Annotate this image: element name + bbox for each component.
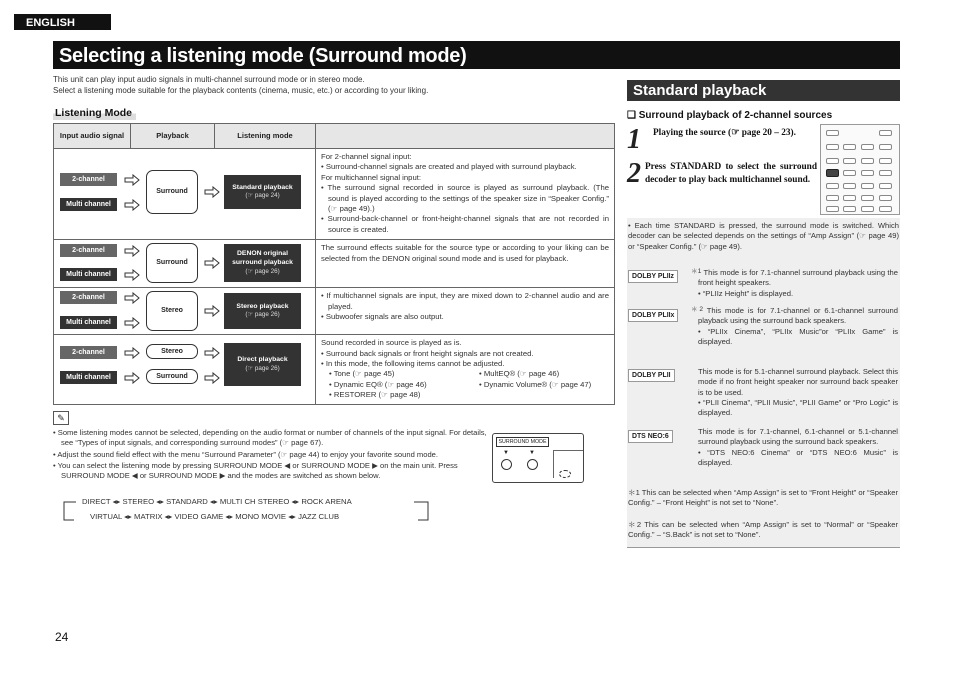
panel-knob [559,470,571,478]
mode-chain-item: STANDARD [166,497,208,506]
page-ref: page 26) [254,364,280,372]
surround-mode-label: SURROUND MODE [496,437,549,447]
footnote: ＊1 This can be selected when “Amp Assign” is set to “Front Height” or “Speaker Config.” – “Front Height” is not set to “None”. [628,488,898,508]
input-tag: 2-channel [60,244,117,257]
remote-button [843,170,856,176]
mode-description [316,335,615,405]
page-title: Selecting a listening mode (Surround mode) [53,41,900,69]
remote-button [843,206,856,212]
remote-button [861,158,874,164]
step-2 [627,158,817,189]
footnote: ＊2 This can be selected when “Amp Assign” is set to “Normal” or “Speaker Config.” – “S.Back” is not set to “None”. [628,520,898,540]
mode-chain-item: MULTI CH STEREO [219,497,290,506]
desc-line: • Surround-channel signals are created and played with surround playback. [321,162,577,172]
remote-button [843,144,856,150]
remote-button [861,206,874,212]
mode-name: DENON original surround playback [232,250,293,267]
footnote-mark: ＊2 [691,306,703,313]
mode-name: DOLBY PLII [628,369,675,382]
arrow-right-icon [124,174,140,186]
arrow-right-icon [124,199,140,211]
arrow-right-icon [124,317,140,329]
front-panel-illustration [492,433,584,483]
remote-button [861,170,874,176]
playback-box: Surround [146,170,198,214]
mode-name: DOLBY PLIIx [628,309,678,322]
table-row [54,240,615,288]
step-number: 2 [627,158,641,189]
remote-button [826,206,839,212]
mode-display-note: • “DTS NEO:6 Cinema” or “DTS NEO:6 Music” is displayed. [698,447,898,467]
arrow-right-icon [124,372,140,384]
arrow-right-icon [204,347,220,359]
desc-line: • Surround back signals or front height signals are not created. [321,348,534,358]
header-playback: Playback [131,124,215,149]
intro-line: Select a listening mode suitable for the playback contents (cinema, music, etc.) or according to your liking. [53,85,429,95]
remote-button [826,158,839,164]
remote-button [879,195,892,201]
item: • MultEQ® (☞ page 46) [479,369,560,379]
mode-desc-text: This mode is for 7.1-channel or 6.1-channel surround playback using the surround back speakers. [698,306,898,326]
item: • RESTORER (☞ page 48) [329,390,421,400]
note-item: • You can select the listening mode by pressing SURROUND MODE ◀ or SURROUND MODE ▶ on the main unit. Press SURROUND MODE ◀ or SURROUND MODE ▶ and the modes are switched as shown below. [53,460,458,480]
remote-button [843,195,856,201]
input-tag: 2-channel [60,173,117,186]
page-ref: page 24) [254,192,280,200]
mode-label [628,369,698,382]
mode-box [224,343,301,386]
unadjustable-items [321,369,609,400]
surround-mode-right-button[interactable] [527,459,538,470]
desc-line: • Surround-back-channel or front-height-channel signals that are not recorded in source is created. [321,214,609,234]
remote-button [879,183,892,189]
remote-button [826,144,839,150]
mode-label [628,309,698,322]
mode-chain-item: STEREO [122,497,155,506]
mode-description [316,288,615,335]
mode-name: Standard playback [232,183,293,191]
right-arrow-icon: ▼ [529,450,535,456]
mode-chain-top: DIRECT ◂▸ STEREO ◂▸ STANDARD ◂▸ MULTI CH STEREO ◂▸ ROCK ARENA [82,497,352,506]
item: • Dynamic EQ® (☞ page 46) [329,379,427,389]
mode-page-ref: (☞ page 26) [245,267,280,275]
signal-diagram [54,288,316,335]
note-item: • Adjust the sound field effect with the menu “Surround Parameter” (☞ page 44) to enjoy your favorite sound mode. [53,449,439,459]
mode-page-ref: (☞ page 26) [245,364,280,372]
header-description [316,124,615,149]
item: • Dynamic Volume® (☞ page 47) [479,379,592,389]
mode-chain-item: JAZZ CLUB [298,512,340,521]
mode-chain-item: VIRTUAL [90,512,123,521]
remote-control-illustration [820,124,900,215]
surround-mode-left-button[interactable] [501,459,512,470]
page-ref: page 26) [254,311,280,319]
remote-button [879,158,892,164]
input-tag: Multi channel [60,198,117,211]
mode-description [691,268,898,299]
mode-description [698,427,898,468]
mode-desc-text: This mode is for 5.1-channel surround playback. Select this mode if no front height speaker nor surround back speaker is to be used. [698,367,898,397]
mode-display-note: • “PLIIx Cinema”, “PLIIx Music”or “PLIIx Game” is displayed. [698,326,898,346]
mode-display-note: • “PLIIz Height” is displayed. [698,288,794,298]
page-ref: page 26) [254,267,280,275]
mode-description [316,149,615,240]
arrow-right-icon [124,347,140,359]
left-arrow-icon: ▼ [503,450,509,456]
pencil-icon: ✎ [53,411,69,425]
arrow-right-icon [204,372,220,384]
mode-box [224,244,301,282]
step-number: 1 [627,124,641,155]
mode-chain-item: DIRECT [82,497,111,506]
footnote-mark: ＊1 [691,268,702,275]
mode-description [698,367,898,418]
signal-diagram [54,149,316,240]
mode-name: DOLBY PLIIz [628,270,678,283]
mode-display-note: • “PLII Cinema”, “PLII Music”, “PLII Game” or “Pro Logic” is displayed. [698,397,898,417]
mode-chain-item: VIDEO GAME [174,512,224,521]
playback-box: Stereo [146,344,198,359]
remote-button [861,195,874,201]
remote-button [879,170,892,176]
desc-line: For 2-channel signal input: [321,152,412,161]
listening-mode-heading: Listening Mode [53,106,136,120]
playback-box: Surround [146,243,198,283]
remote-button [861,183,874,189]
desc-line: The surround effects suitable for the source type or according to your liking can be selected from the DENON original sound mode and is used for playback. [321,243,609,263]
mode-chain-item: MONO MOVIE [235,512,287,521]
remote-button [879,206,892,212]
step-text: Press STANDARD to select the surround decoder to play back multichannel sound. [645,162,817,186]
remote-button [861,144,874,150]
input-tag: Multi channel [60,316,117,329]
intro-text [53,75,613,97]
arrow-right-icon [204,257,220,269]
remote-button [879,144,892,150]
surround-2ch-subheading: ❑ Surround playback of 2-channel sources [627,110,833,121]
input-tag: 2-channel [60,346,117,359]
step-text: Playing the source (☞ page 20 – 23). [653,128,796,138]
mode-box [224,175,301,209]
remote-button [879,130,892,136]
listening-mode-table [53,123,615,405]
remote-button [843,158,856,164]
mode-name: Stereo playback [236,302,289,310]
note-item: • Some listening modes cannot be selected, depending on the audio format or number of channels of the input signal. For details, see “Types of input signals, and corresponding surround modes” (☞ page 67). [53,428,487,448]
arrow-right-icon [204,305,220,317]
language-tab: ENGLISH [14,14,111,30]
mode-desc-text: This mode is for 7.1-channel, 6.1-channel or 5.1-channel surround playback using the surround back speakers. [698,427,898,447]
intro-line: This unit can play input audio signals in multi-channel surround mode or in stereo mode. [53,75,365,84]
table-row [54,149,615,240]
arrow-right-icon [204,186,220,198]
remote-button [843,183,856,189]
arrow-right-icon [124,292,140,304]
arrow-right-icon [124,269,140,281]
mode-label [628,430,698,443]
signal-diagram [54,240,316,288]
standard-button[interactable] [826,169,839,177]
mode-page-ref: (☞ page 24) [245,192,280,200]
desc-line: • If multichannel signals are input, they are mixed down to 2-channel audio and are played. [321,291,609,311]
mode-description [316,240,615,288]
header-mode: Listening mode [215,124,316,149]
mode-box [224,293,301,329]
item: • Tone (☞ page 45) [329,369,395,379]
arrow-right-icon [124,245,140,257]
desc-line: • The surround signal recorded in source is played as surround playback. (The sound is played according to the settings of the speaker size in “Speaker Config.” (☞ page 49).) [321,183,609,213]
remote-button [826,195,839,201]
header-input: Input audio signal [54,124,131,149]
notes-section [53,411,493,482]
input-tag: Multi channel [60,268,117,281]
table-row [54,288,615,335]
table-row [54,335,615,405]
mode-chain-bottom: VIRTUAL ◂▸ MATRIX ◂▸ VIDEO GAME ◂▸ MONO MOVIE ◂▸ JAZZ CLUB [90,512,340,521]
desc-line: For multichannel signal input: [321,172,421,182]
mode-page-ref: (☞ page 26) [245,311,280,319]
mode-desc-text: This mode is for 7.1-channel surround playback using the front height speakers. [698,268,898,288]
input-tag: Multi channel [60,371,117,384]
desc-line: • Subwoofer signals are also output. [321,311,444,321]
input-tag: 2-channel [60,291,117,304]
playback-box: Surround [146,369,198,384]
remote-button [826,183,839,189]
desc-line: • In this mode, the following items cannot be adjusted. [321,358,505,368]
step-1 [627,124,817,155]
mode-chain-item: MATRIX [134,512,163,521]
mode-chain-item: ROCK ARENA [301,497,352,506]
standard-press-note: • Each time STANDARD is pressed, the surround mode is switched. Which decoder can be selected depends on the settings of “Amp Assign” (☞ page 49) or “Speaker Config.” (☞ page 49). [628,221,899,251]
desc-line: Sound recorded in source is played as is. [321,338,462,348]
remote-button [826,130,839,136]
mode-name: Direct playback [237,356,288,364]
page-number: 24 [55,630,69,644]
mode-name: DTS NEO:6 [628,430,673,443]
standard-playback-heading: Standard playback [627,80,900,101]
signal-diagram [54,335,316,405]
mode-label [628,270,698,283]
playback-box: Stereo [146,291,198,331]
notes-list [53,428,493,481]
mode-description [691,306,898,347]
